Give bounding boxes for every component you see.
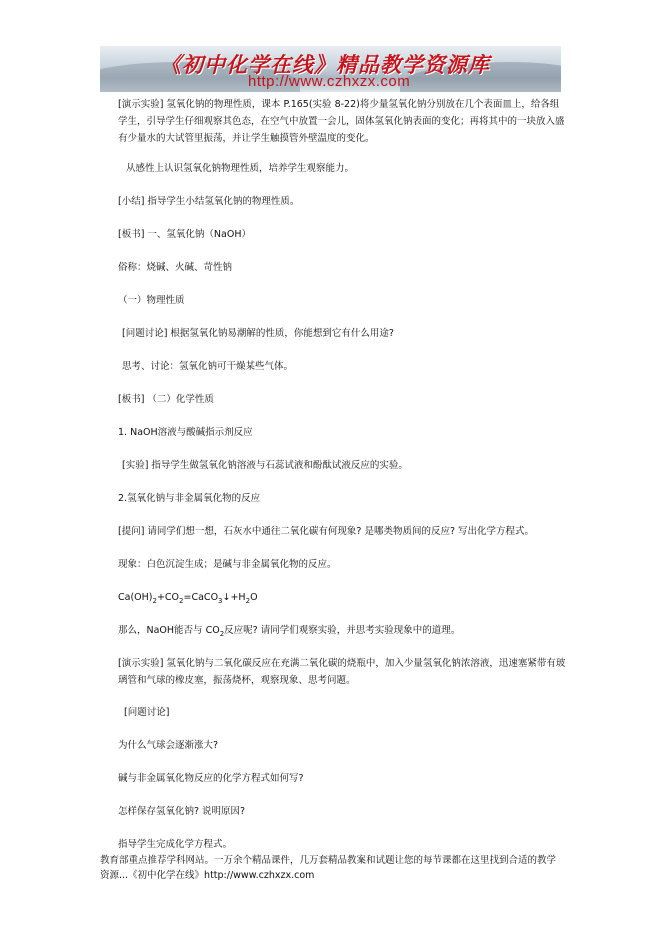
paragraph-common-names: 俗称：烧碱、火碱、苛性钠 bbox=[118, 262, 233, 273]
question-text: 那么，NaOH能否与 CO bbox=[118, 625, 220, 636]
paragraph-think-dry: 思考、讨论：氢氧化钠可干燥某些气体。 bbox=[122, 361, 294, 372]
equation-part: +CO bbox=[156, 592, 180, 603]
paragraph-discussion-heading: [问题讨论] bbox=[124, 707, 170, 718]
equation-part: ↓+H bbox=[222, 592, 246, 603]
paragraph-naoh-co2-question bbox=[118, 622, 568, 643]
paragraph-discussion-use: [问题讨论] 根据氢氧化钠易潮解的性质，你能想到它有什么用途? bbox=[122, 328, 394, 339]
equation-subscript: 3 bbox=[218, 596, 223, 605]
equation-part: =CaCO bbox=[183, 592, 219, 603]
paragraph-experiment: [实验] 指导学生做氢氧化钠溶液与石蕊试液和酚酞试液反应的实验。 bbox=[122, 460, 408, 471]
paragraph-phenomenon: 现象：白色沉淀生成；是碱与非金属氧化物的反应。 bbox=[118, 559, 337, 570]
equation-limewater bbox=[118, 589, 568, 610]
paragraph-storage: 怎样保存氢氧化钠? 说明原因? bbox=[118, 806, 246, 817]
paragraph-demo-physical: [演示实验] 氢氧化钠的物理性质，课本 P.165(实验 8-22)将少量氢氧化钠分别放在几个表面皿上，给各组学生，引导学生仔细观察其色态，在空气中放置一会儿，固体氢氧化钠表面的变化；再将其中的一块放入盛有少量水的大试管里振荡，并让学生触摸管外壁温度的变化。 bbox=[118, 99, 565, 144]
banner-title: 《初中化学在线》精品教学资源库 bbox=[160, 52, 490, 77]
paragraph-board-naoh: [板书] 一、氢氧化钠（NaOH） bbox=[118, 229, 251, 240]
paragraph-complete-equation: 指导学生完成化学方程式。 bbox=[118, 839, 233, 850]
question-text: 反应呢? 请同学们观察实验，并思考实验现象中的道理。 bbox=[224, 625, 461, 636]
question-subscript: 2 bbox=[219, 629, 225, 638]
paragraph-question-limewater: [提问] 请同学们想一想，石灰水中通往二氧化碳有何现象? 是哪类物质间的反应? 写出化学方程式。 bbox=[118, 526, 535, 537]
paragraph-equation-how: 碱与非金属氧化物反应的化学方程式如何写? bbox=[118, 773, 304, 784]
equation-part: O bbox=[250, 592, 258, 603]
banner-url[interactable]: http://www.czhxzx.com bbox=[248, 73, 411, 90]
paragraph-balloon: 为什么气球会逐渐涨大? bbox=[118, 740, 219, 751]
paragraph-perceptual: 从感性上认识氢氧化钠物理性质，培养学生观察能力。 bbox=[126, 163, 355, 174]
paragraph-board-chemical: [板书] （二）化学性质 bbox=[118, 394, 214, 405]
paragraph-nonmetal-oxide: 2.氢氧化钠与非金属氧化物的反应 bbox=[118, 493, 261, 504]
equation-subscript: 2 bbox=[245, 596, 251, 605]
footer-promo: 教育部重点推荐学科网站。一万余个精品课件，几万套精品教案和试题让您的每节课都在这里找到合适的教学资源...《初中化学在线》http://www.czhxzx.com bbox=[100, 855, 557, 881]
paragraph-summary: [小结] 指导学生小结氢氧化钠的物理性质。 bbox=[118, 196, 300, 207]
header-banner bbox=[100, 46, 561, 92]
equation-subscript: 2 bbox=[179, 596, 184, 605]
paragraph-demo-co2: [演示实验] 氢氧化钠与二氧化碳反应在充满二氧化碳的烧瓶中，加入少量氢氧化钠浓溶液，迅速塞紧带有玻璃管和气球的橡皮塞，振荡烧杯，观察现象、思考问题。 bbox=[118, 658, 566, 686]
paragraph-physical-heading: （一）物理性质 bbox=[118, 295, 185, 306]
paragraph-indicator: 1. NaOH溶液与酸碱指示剂反应 bbox=[118, 427, 253, 438]
equation-subscript: 2 bbox=[152, 596, 157, 605]
equation-part: Ca(OH) bbox=[118, 592, 153, 603]
